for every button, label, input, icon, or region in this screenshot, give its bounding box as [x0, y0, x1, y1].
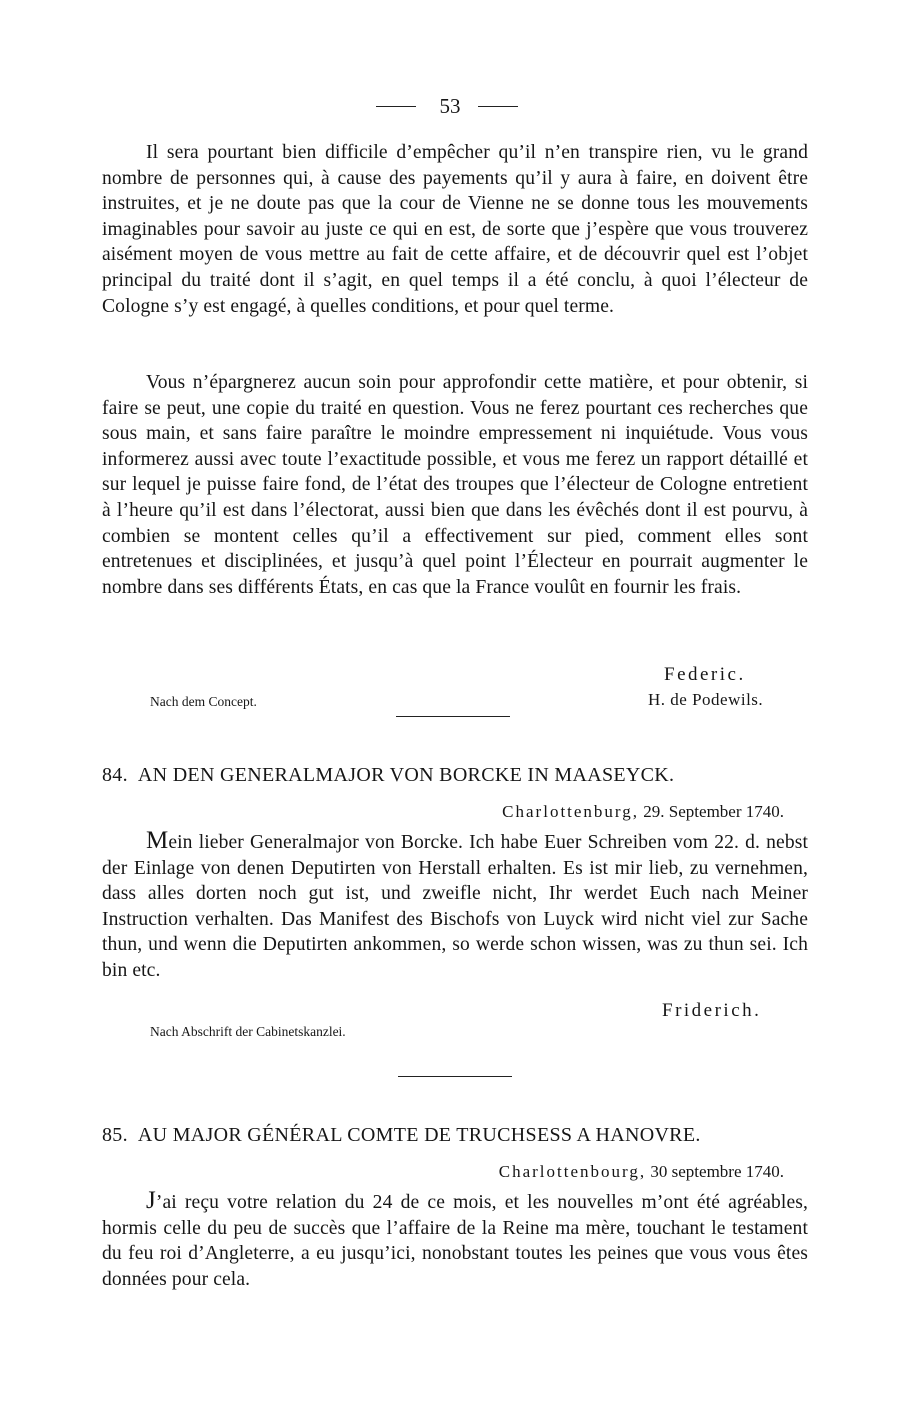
letter-85-initial: J [146, 1187, 156, 1214]
letter-84-number: 84. [102, 764, 128, 786]
letter-84-title: AN DEN GENERALMAJOR VON BORCKE IN MAASEYCK. [137, 764, 675, 786]
intro-paragraph-2: Vous n’épargnerez aucun soin pour approfondir cette matière, et pour obtenir, si faire se peut, une copie du traité en question. Vous ne ferez pourtant ces recherches que sous main, et sans faire paraître le moindre empressement ni inquiétude. Vous vous informerez aussi avec toute l’exactitude possible, et vous me ferez un rapport détaillé et sur lequel je puisse faire fond, de l’état des troupes que l’électeur de Cologne entretient à l’heure qu’il est dans l’électorat, aussi bien que dans les évêchés dont il est pourvu, à combien se montent celles qu’il a effectivement sur pied, comment elles sont entretenues et disciplinées, et jusqu’à quel point l’Électeur en pourrait augmenter le nombre dans ses différents États, en cas que la France voulût en fournir les frais. [102, 372, 808, 598]
letter-85-text: ’ai reçu votre relation du 24 de ce mois, et les nouvelles m’ont été agréables, hormis celle du peu de succès que l’affaire de la Reine ma mère, touchant le testament du feu roi d’Angleterre, a eu jusqu’ici, nonobstant toutes les peines que vous vous êtes données pour cela. [102, 1192, 808, 1290]
letter-84-dateline [502, 802, 784, 822]
page-number: 53 [439, 94, 461, 118]
letter-85-date: 30 septembre 1740. [650, 1162, 784, 1181]
page-header [0, 94, 900, 124]
letter-85-body [102, 1188, 808, 1292]
letter-84-heading [102, 764, 812, 787]
section-divider-2 [398, 1076, 512, 1077]
source-note-concept: Nach dem Concept. [150, 694, 257, 709]
letter-85-dateline [499, 1162, 784, 1182]
header-dash-right [478, 106, 518, 107]
letter-84-initial: M [146, 827, 169, 854]
letter-85-heading [102, 1124, 812, 1147]
header-dash-left [376, 106, 416, 107]
signature-federic: Federic. [664, 664, 746, 685]
letter-85-place: Charlottenbourg, [498, 1162, 647, 1181]
letter-84-date: 29. September 1740. [643, 802, 784, 821]
letter-84-text: ein lieber Generalmajor von Borcke. Ich habe Euer Schreiben vom 22. d. nebst der Einlage von denen Deputirten von Herstall erhalten. Es ist mir lieb, zu vernehmen, dass alles dorten noch gut ist, und zweifle nicht, Ihr werdet Euch nach Meiner Instruction verhalten. Das Manifest des Bischofs von Luyck wird nicht viel zur Sache thun, und wenn die Deputirten ankommen, so werde schon wissen, was zu thun sei. Ich bin etc. [102, 832, 808, 981]
letter-84-place: Charlottenburg, [502, 802, 640, 821]
source-note-cabinetskanzlei: Nach Abschrift der Cabinetskanzlei. [150, 1024, 346, 1039]
intro-paragraph-1: Il sera pourtant bien difficile d’empêcher qu’il n’en transpire rien, vu le grand nombre de personnes qui, à cause des payements qu’il y aura à faire, en doivent être instruites, et je ne doute pas que la cour de Vienne ne se donne tous les mouvements imaginables pour savoir au juste ce qui en est, de sorte que j’espère que vous trouverez aisément moyen de vous mettre au fait de cette affaire, et de découvrir quel est l’objet principal du traité dont il s’agit, en quel temps il a été conclu, à quoi l’électeur de Cologne s’y est engagé, à quelles conditions, et pour quel terme. [102, 142, 808, 317]
signature-friderich: Friderich. [662, 1000, 762, 1021]
letter-84-body [102, 828, 808, 984]
countersign-podewils: H. de Podewils. [648, 690, 764, 709]
letter-85-title: AU MAJOR GÉNÉRAL COMTE DE TRUCHSESS A HANOVRE. [137, 1124, 701, 1146]
letter-85-number: 85. [102, 1124, 128, 1146]
section-divider-1 [396, 716, 510, 717]
